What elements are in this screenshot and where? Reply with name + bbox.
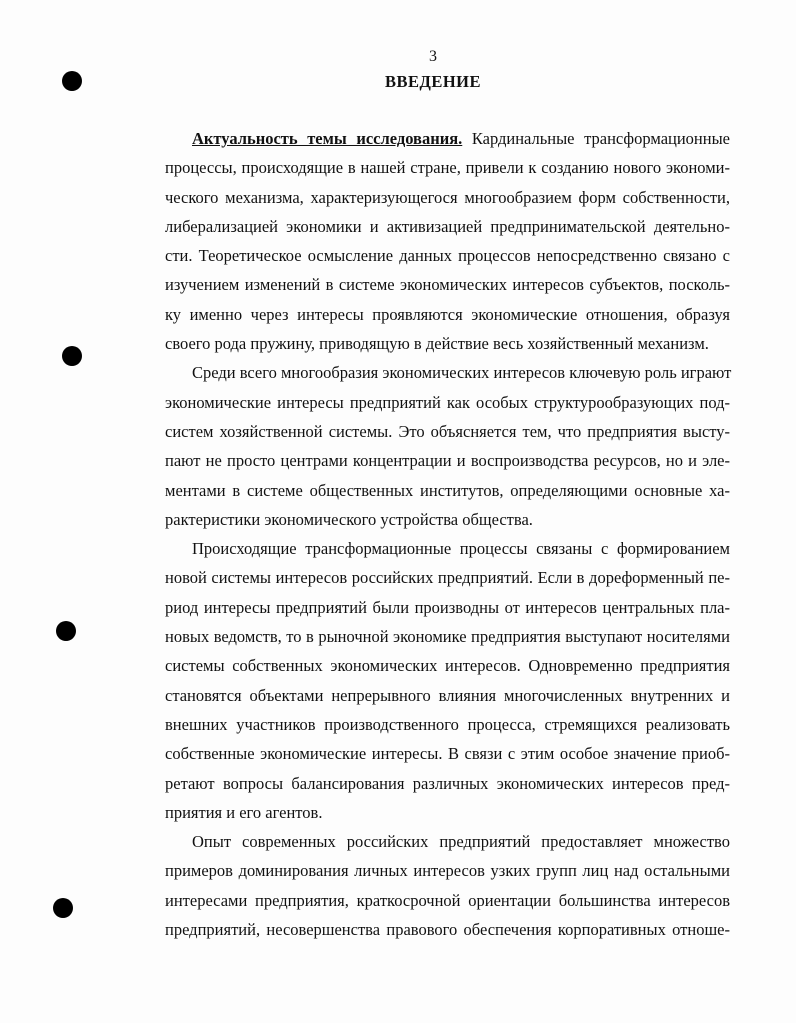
text-line: экономические интересы предприятий как особых структурообразующих под- [165, 392, 730, 412]
text-line: ку именно через интересы проявляются экономические отношения, образуя [165, 304, 730, 324]
text-line: Среди всего многообразия экономических интересов ключевую роль играют [192, 363, 732, 383]
text-line: своего рода пружину, приводящую в действие весь хозяйственный механизм. [165, 334, 709, 354]
text-line: собственные экономические интересы. В связи с этим особое значение приоб- [165, 744, 730, 764]
text-line: ретают вопросы балансирования различных экономических интересов пред- [165, 773, 730, 793]
punch-hole-4 [53, 898, 73, 918]
text-line: предприятий, несовершенства правового обеспечения корпоративных отноше- [165, 920, 730, 940]
text-line: системы собственных экономических интересов. Одновременно предприятия [165, 656, 730, 676]
text-line: становятся объектами непрерывного влияния многочисленных внутренних и [165, 685, 730, 705]
punch-hole-3 [56, 621, 76, 641]
text-line: Происходящие трансформационные процессы связаны с формированием [192, 539, 730, 559]
text-line: интересами предприятия, краткосрочной ориентации большинства интересов [165, 890, 730, 910]
text-line: примеров доминирования личных интересов узких групп лиц над остальными [165, 861, 730, 881]
text-line: Опыт современных российских предприятий предоставляет множество [192, 832, 730, 852]
text-line: процессы, происходящие в нашей стране, привели к созданию нового экономи- [165, 158, 730, 178]
paragraph-4 [138, 827, 730, 944]
text-line: либерализацией экономики и активизацией предпринимательской деятельно- [165, 216, 730, 236]
page-title: ВВЕДЕНИЕ [384, 72, 482, 91]
text-line: внешних участников производственного процесса, стремящихся реализовать [165, 714, 730, 734]
text-line: систем хозяйственной системы. Это объясняется тем, что предприятия высту- [165, 421, 730, 441]
paragraph-2 [138, 358, 730, 534]
paragraph-3 [138, 534, 730, 827]
text-line: рактеристики экономического устройства общества. [165, 509, 533, 529]
paragraph-1 [138, 124, 730, 358]
text-line: приятия и его агентов. [165, 802, 323, 822]
page-number: 3 [429, 48, 437, 65]
text-line: изучением изменений в системе экономических интересов субъектов, посколь- [165, 275, 730, 295]
text-line: новой системы интересов российских предприятий. Если в дореформенный пе- [165, 568, 730, 588]
text-line: новых ведомств, то в рыночной экономике предприятия выступают носителями [165, 627, 730, 647]
text-line: риод интересы предприятий были производны от интересов центральных пла- [165, 597, 730, 617]
text-line: Актуальность темы исследования. Кардинальные трансформационные [192, 129, 730, 148]
body-text [138, 124, 730, 944]
lead-phrase: Актуальность темы исследования. [192, 129, 463, 148]
punch-hole-2 [62, 346, 82, 366]
text-line: пают не просто центрами концентрации и воспроизводства ресурсов, но и эле- [165, 451, 730, 471]
text-line: ментами в системе общественных институтов, определяющими основные ха- [165, 480, 730, 500]
text-line: ческого механизма, характеризующегося многообразием форм собственности, [165, 187, 730, 207]
text-line: сти. Теоретическое осмысление данных процессов непосредственно связано с [165, 246, 730, 266]
